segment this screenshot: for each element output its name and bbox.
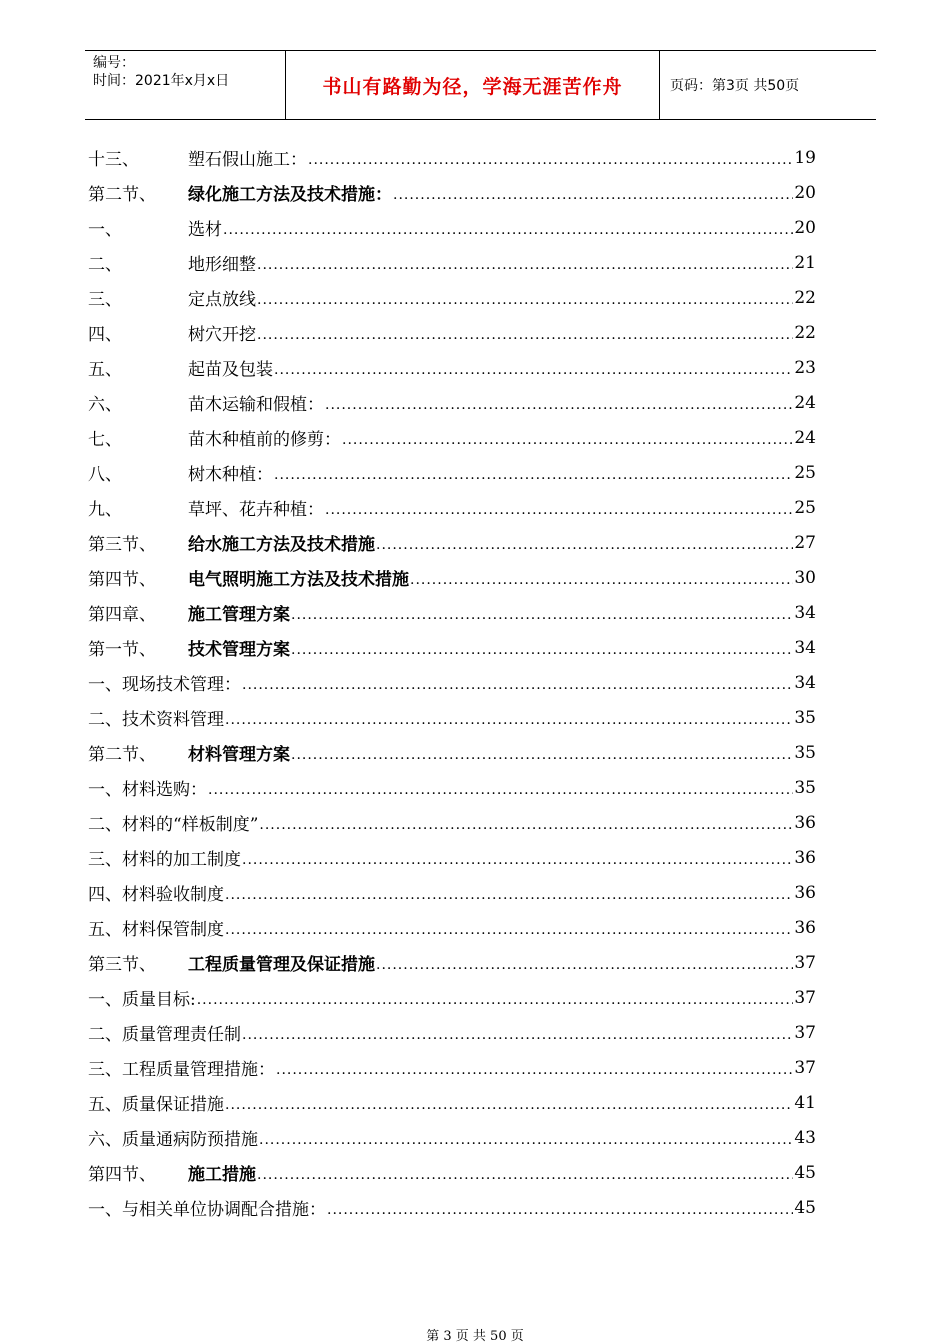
toc-entry-page: 35 <box>794 777 816 798</box>
dot-leader <box>259 817 793 833</box>
dot-leader <box>225 712 793 728</box>
toc-entry-number: 第一节、 <box>88 640 156 660</box>
toc-entry-page: 24 <box>794 427 816 448</box>
toc-entry-title: 技术管理方案 <box>188 640 290 660</box>
toc-entry-page: 34 <box>794 637 816 658</box>
toc-entry-number: 三、 <box>88 850 122 870</box>
toc-entry-page: 21 <box>794 252 816 273</box>
dot-leader <box>376 537 793 553</box>
toc-entry[interactable] <box>88 840 816 875</box>
toc-entry-page: 35 <box>794 742 816 763</box>
dot-leader <box>376 957 793 973</box>
toc-entry-number: 二、 <box>88 1025 122 1045</box>
toc-entry-title: 树木种植： <box>188 465 273 485</box>
toc-entry[interactable] <box>88 1120 816 1155</box>
dot-leader <box>259 1132 793 1148</box>
dot-leader <box>291 607 793 623</box>
toc-entry-title: 苗木种植前的修剪： <box>188 430 341 450</box>
toc-entry[interactable] <box>88 455 816 490</box>
toc-entry-number: 一、 <box>88 220 122 240</box>
toc-entry[interactable] <box>88 175 816 210</box>
header-motto: 书山有路勤为径，学海无涯苦作舟 <box>286 51 660 119</box>
dot-leader <box>342 432 793 448</box>
toc-entry[interactable] <box>88 700 816 735</box>
dot-leader <box>274 362 793 378</box>
toc-entry[interactable] <box>88 140 816 175</box>
toc-entry-title: 质量保证措施 <box>122 1095 224 1115</box>
page-header <box>85 50 876 120</box>
toc-entry-page: 22 <box>794 287 816 308</box>
toc-entry-number: 第二节、 <box>88 185 156 205</box>
dot-leader <box>225 887 793 903</box>
toc-entry-title: 质量通病防预措施 <box>122 1130 258 1150</box>
toc-entry[interactable] <box>88 385 816 420</box>
toc-entry-number: 三、 <box>88 290 122 310</box>
toc-entry-number: 第三节、 <box>88 955 156 975</box>
toc-entry[interactable] <box>88 630 816 665</box>
toc-entry-title: 草坪、花卉种植： <box>188 500 324 520</box>
dot-leader <box>257 1167 793 1183</box>
toc-entry-number: 一、 <box>88 675 122 695</box>
toc-entry-number: 二、 <box>88 255 122 275</box>
header-meta <box>85 51 286 119</box>
toc-entry[interactable] <box>88 1155 816 1190</box>
dot-leader <box>274 467 793 483</box>
dot-leader <box>257 292 793 308</box>
toc-entry-page: 27 <box>794 532 816 553</box>
toc-entry-title: 质量管理责任制 <box>122 1025 241 1045</box>
toc-entry-page: 23 <box>794 357 816 378</box>
dot-leader <box>242 1027 793 1043</box>
toc-entry-number: 一、 <box>88 1200 122 1220</box>
toc-entry-page: 37 <box>794 1057 816 1078</box>
toc-entry-title: 工程质量管理措施： <box>122 1060 275 1080</box>
toc-entry[interactable] <box>88 595 816 630</box>
toc-entry-page: 20 <box>794 217 816 238</box>
toc-entry-page: 37 <box>794 987 816 1008</box>
toc-entry-page: 19 <box>794 147 816 168</box>
code-label: 编号： <box>93 55 135 71</box>
toc-entry-number: 八、 <box>88 465 122 485</box>
dot-leader <box>308 152 793 168</box>
toc-entry-page: 35 <box>794 707 816 728</box>
toc-entry[interactable] <box>88 980 816 1015</box>
dot-leader <box>208 782 793 798</box>
toc-entry-number: 第四节、 <box>88 1165 156 1185</box>
toc-entry-title: 工程质量管理及保证措施 <box>188 955 375 975</box>
toc-entry[interactable] <box>88 945 816 980</box>
toc-entry-page: 34 <box>794 602 816 623</box>
toc-entry-number: 十三、 <box>88 150 139 170</box>
toc-entry-title: 施工管理方案 <box>188 605 290 625</box>
time-label: 时间：2021年x月x日 <box>93 73 230 89</box>
toc-entry-page: 36 <box>794 812 816 833</box>
toc-entry-page: 22 <box>794 322 816 343</box>
toc-entry-title: 地形细整 <box>188 255 256 275</box>
dot-leader <box>242 852 793 868</box>
toc-entry-number: 第四节、 <box>88 570 156 590</box>
page-footer: 第 3 页 共 50 页 <box>426 1329 524 1344</box>
toc-entry[interactable] <box>88 1050 816 1085</box>
toc-entry-title: 起苗及包装 <box>188 360 273 380</box>
toc-entry-title: 材料的“样板制度” <box>122 815 259 835</box>
dot-leader <box>325 397 793 413</box>
dot-leader <box>410 572 793 588</box>
toc-entry-number: 第三节、 <box>88 535 156 555</box>
toc-entry[interactable] <box>88 525 816 560</box>
toc-entry[interactable] <box>88 560 816 595</box>
toc-entry-title: 材料选购： <box>122 780 207 800</box>
toc-entry-page: 30 <box>794 567 816 588</box>
toc-entry-page: 25 <box>794 462 816 483</box>
toc-entry-number: 六、 <box>88 395 122 415</box>
toc-entry-number: 四、 <box>88 885 122 905</box>
toc-entry-page: 45 <box>794 1162 816 1183</box>
toc-entry-title: 现场技术管理： <box>122 675 241 695</box>
toc-entry-page: 20 <box>794 182 816 203</box>
toc-entry-page: 36 <box>794 847 816 868</box>
toc-entry-page: 43 <box>794 1127 816 1148</box>
toc-entry-page: 25 <box>794 497 816 518</box>
dot-leader <box>242 677 793 693</box>
header-page-info: 页码：第3页 共50页 <box>670 78 800 94</box>
toc-entry-page: 34 <box>794 672 816 693</box>
toc-entry-title: 质量目标: <box>122 990 196 1010</box>
toc-entry[interactable] <box>88 210 816 245</box>
toc-entry-page: 37 <box>794 1022 816 1043</box>
toc-entry[interactable] <box>88 1085 816 1120</box>
toc-entry[interactable] <box>88 245 816 280</box>
toc-entry-page: 45 <box>794 1197 816 1218</box>
toc-entry-title: 材料管理方案 <box>188 745 290 765</box>
toc-entry-page: 24 <box>794 392 816 413</box>
toc-entry-page: 41 <box>794 1092 816 1113</box>
dot-leader <box>257 327 793 343</box>
toc-entry[interactable] <box>88 315 816 350</box>
toc-entry-title: 施工措施 <box>188 1165 256 1185</box>
toc-entry[interactable] <box>88 420 816 455</box>
toc-entry-title: 材料保管制度 <box>122 920 224 940</box>
toc-entry-title: 苗木运输和假植： <box>188 395 324 415</box>
toc-entry[interactable] <box>88 490 816 525</box>
toc-entry-title: 定点放线 <box>188 290 256 310</box>
toc-entry-title: 选材 <box>188 220 222 240</box>
toc-entry[interactable] <box>88 735 816 770</box>
toc-entry-number: 第四章、 <box>88 605 156 625</box>
dot-leader <box>393 187 793 203</box>
toc-entry-title: 塑石假山施工： <box>188 150 307 170</box>
toc-entry-page: 36 <box>794 917 816 938</box>
toc-entry-number: 三、 <box>88 1060 122 1080</box>
table-of-contents <box>88 140 816 1225</box>
toc-entry[interactable] <box>88 770 816 805</box>
dot-leader <box>223 222 793 238</box>
toc-entry-title: 树穴开挖 <box>188 325 256 345</box>
dot-leader <box>291 747 793 763</box>
dot-leader <box>291 642 793 658</box>
toc-entry[interactable] <box>88 875 816 910</box>
toc-entry-number: 第二节、 <box>88 745 156 765</box>
toc-entry[interactable] <box>88 1190 816 1225</box>
toc-entry[interactable] <box>88 280 816 315</box>
toc-entry-title: 绿化施工方法及技术措施： <box>188 185 392 205</box>
dot-leader <box>197 992 794 1008</box>
toc-entry-title: 给水施工方法及技术措施 <box>188 535 375 555</box>
dot-leader <box>225 922 793 938</box>
toc-entry-number: 一、 <box>88 780 122 800</box>
toc-entry-number: 五、 <box>88 360 122 380</box>
toc-entry-title: 与相关单位协调配合措施： <box>122 1200 326 1220</box>
toc-entry-number: 四、 <box>88 325 122 345</box>
toc-entry[interactable] <box>88 350 816 385</box>
toc-entry[interactable] <box>88 665 816 700</box>
toc-entry-number: 一、 <box>88 990 122 1010</box>
toc-entry-number: 六、 <box>88 1130 122 1150</box>
toc-entry-title: 电气照明施工方法及技术措施 <box>188 570 409 590</box>
toc-entry-number: 五、 <box>88 920 122 940</box>
dot-leader <box>325 502 793 518</box>
toc-entry-number: 七、 <box>88 430 122 450</box>
toc-entry-number: 二、 <box>88 710 122 730</box>
dot-leader <box>327 1202 793 1218</box>
toc-entry-number: 九、 <box>88 500 122 520</box>
toc-entry-page: 37 <box>794 952 816 973</box>
toc-entry-page: 36 <box>794 882 816 903</box>
toc-entry-title: 技术资料管理 <box>122 710 224 730</box>
toc-entry[interactable] <box>88 805 816 840</box>
toc-entry-title: 材料验收制度 <box>122 885 224 905</box>
toc-entry[interactable] <box>88 910 816 945</box>
dot-leader <box>225 1097 793 1113</box>
dot-leader <box>276 1062 793 1078</box>
dot-leader <box>257 257 793 273</box>
toc-entry[interactable] <box>88 1015 816 1050</box>
toc-entry-title: 材料的加工制度 <box>122 850 241 870</box>
toc-entry-number: 二、 <box>88 815 122 835</box>
toc-entry-number: 五、 <box>88 1095 122 1115</box>
